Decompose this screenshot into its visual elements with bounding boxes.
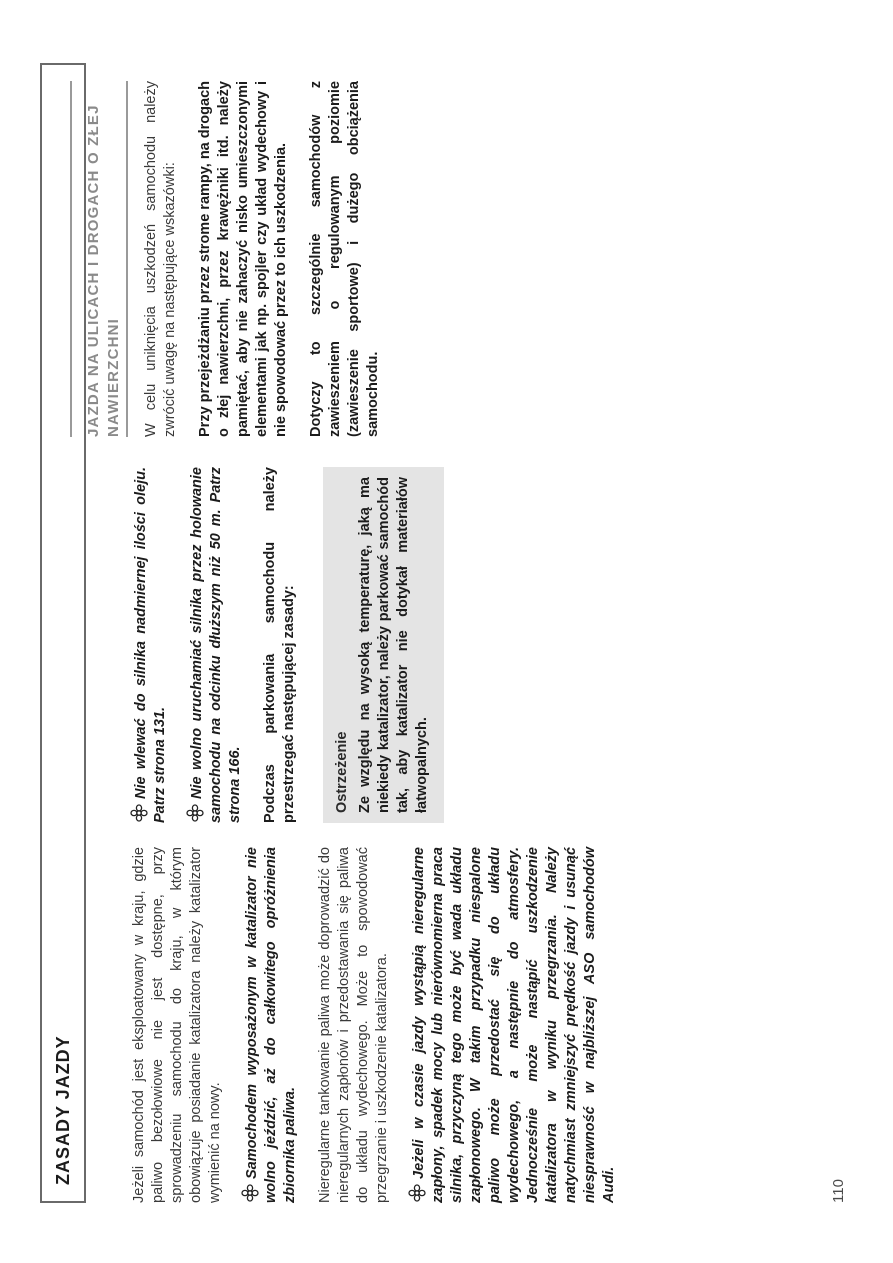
flower-icon xyxy=(130,803,148,823)
paragraph-towing-text: Nie wolno uruchamiać silnika przez holowanie samochodu na odcinku dłuższym niż 50 m. Patrz strona 166. xyxy=(189,467,243,823)
flower-icon xyxy=(241,1183,259,1203)
paragraph-empty-tank xyxy=(241,847,300,1203)
page-number: 110 xyxy=(830,1179,847,1203)
warning-text: Ze względu na wysoką temperaturę, jaką ma niekiedy katalizator, należy parkować samochód tak, aby katalizator nie dotykał materiałów łatwopalnych. xyxy=(357,477,430,813)
section-heading: JAZDA NA ULICACH I DROGACH O ZŁEJ NAWIERZCHNI xyxy=(84,81,128,437)
paragraph-oil xyxy=(130,467,170,823)
column-3 xyxy=(70,81,399,437)
paragraph-intro: W celu uniknięcia uszkodzeń samochodu należy zwrócić uwagę na następujące wskazówki: xyxy=(143,81,178,437)
chapter-title: ZASADY JAZDY xyxy=(52,1035,73,1185)
paragraph-unleaded-fuel: Jeżeli samochód jest eksploatowany w kraju, gdzie paliwo bezołowiowe nie jest dostępne, przy sprowadzeniu samochodu do kraju, w którym obowiązuje posiadanie katalizatora należy katalizator wymienić na nowy. xyxy=(131,847,223,1203)
section-top-rule xyxy=(70,81,72,437)
paragraph-oil-text: Nie wlewać do silnika nadmiernej ilości oleju. Patrz strona 131. xyxy=(133,467,168,823)
paragraph-misfire xyxy=(408,847,619,1203)
column-2 xyxy=(130,467,444,823)
flower-icon xyxy=(408,1183,426,1203)
paragraph-parking: Podczas parkowania samochodu należy przestrzegać następującej zasady: xyxy=(262,467,297,823)
warning-box xyxy=(323,467,444,823)
paragraph-towing xyxy=(186,467,245,823)
warning-title: Ostrzeżenie xyxy=(334,731,350,813)
paragraph-ramps: Przy przejeżdżaniu przez strome rampy, na drogach o złej nawierzchni, przez krawężniki itd. należy pamiętać, aby nie zahaczyć nisko umieszczonymi elementami jak np. spojler czy układ wydechowy i nie spowodować przez to ich uszkodzenia. xyxy=(197,81,289,437)
flower-icon xyxy=(186,803,204,823)
column-1 xyxy=(130,847,635,1203)
paragraph-misfire-text: Jeżeli w czasie jazdy wystąpią nieregularne zapłony, spadek mocy lub nierównomierna praca silnika, przyczyną tego może być wada układu zapłonowego. W takim przypadku niespalone paliwo może przedostać się do układu wydechowego, a następnie do atmosfery. Jednocześnie może nastąpić uszkodzenie katalizatora w wyniku przegrzania. Należy natychmiast zmniejszyć prędkość jazdy i usunąć niesprawność w najbliższej ASO samochodów Audi. xyxy=(411,847,617,1203)
paragraph-irregular-refuel: Nieregularne tankowanie paliwa może doprowadzić do nieregularnych zapłonów i przedostawania się paliwa do układu wydechowego. Może to spowodować przegrzanie i uszkodzenie katalizatora. xyxy=(317,847,390,1203)
paragraph-suspension: Dotyczy to szczególnie samochodów z zawieszeniem o regulowanym poziomie (zawieszenie sportowe) i dużego obciążenia samochodu. xyxy=(308,81,381,437)
paragraph-empty-tank-text: Samochodem wyposażonym w katalizator nie wolno jeździć, aż do całkowitego opróżnienia zbiornika paliwa. xyxy=(244,847,298,1203)
